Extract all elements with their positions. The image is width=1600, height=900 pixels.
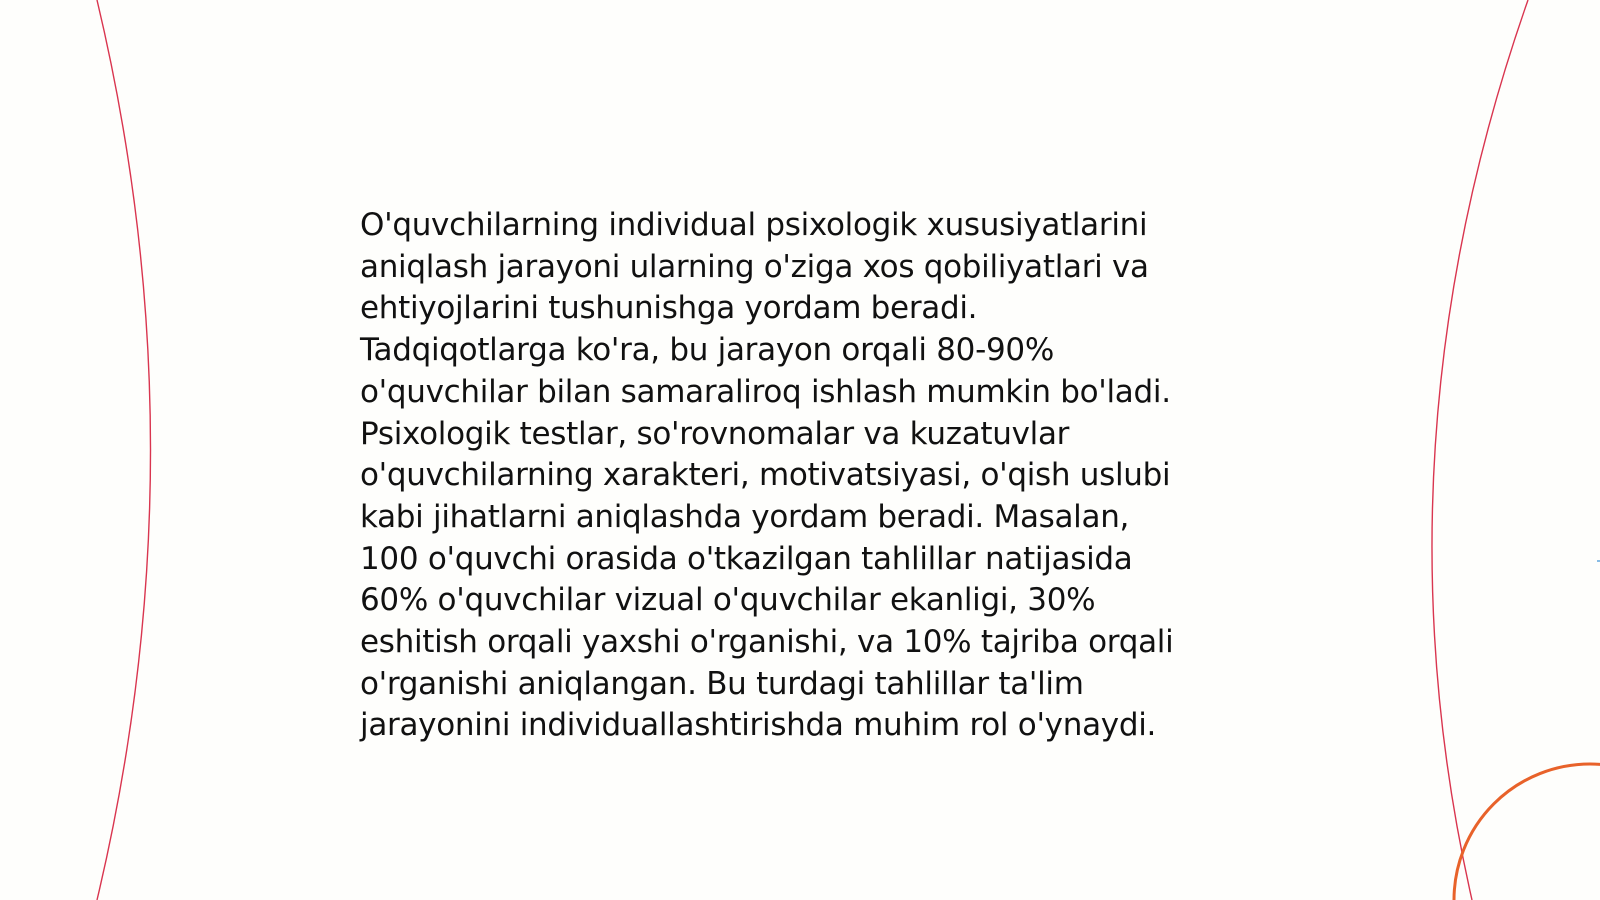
- body-line: o'rganishi aniqlangan. Bu turdagi tahlillar ta'lim: [360, 665, 1084, 702]
- body-line: Psixologik testlar, so'rovnomalar va kuzatuvlar: [360, 415, 1070, 452]
- slide-body-text: [360, 205, 1240, 747]
- right-arc-icon: [1432, 0, 1528, 900]
- body-line: 100 o'quvchi orasida o'tkazilgan tahlillar natijasida: [360, 540, 1133, 577]
- body-line: aniqlash jarayoni ularning o'ziga xos qobiliyatlari va: [360, 248, 1149, 285]
- body-line: jarayonini individuallashtirishda muhim rol o'ynaydi.: [360, 707, 1157, 744]
- corner-orange-arc-icon: [1454, 764, 1600, 900]
- body-line: Tadqiqotlarga ko'ra, bu jarayon orqali 80-90%: [360, 332, 1054, 369]
- body-line: eshitish orqali yaxshi o'rganishi, va 10% tajriba orqali: [360, 624, 1174, 661]
- body-line: o'quvchilar bilan samaraliroq ishlash mumkin bo'ladi.: [360, 373, 1171, 410]
- left-arc-icon: [97, 0, 151, 900]
- body-line: 60% o'quvchilar vizual o'quvchilar ekanligi, 30%: [360, 582, 1096, 619]
- body-line: kabi jihatlarni aniqlashda yordam beradi. Masalan,: [360, 498, 1130, 535]
- body-line: o'quvchilarning xarakteri, motivatsiyasi, o'qish uslubi: [360, 457, 1171, 494]
- body-line: ehtiyojlarini tushunishga yordam beradi.: [360, 290, 978, 327]
- body-line: O'quvchilarning individual psixologik xususiyatlarini: [360, 207, 1148, 243]
